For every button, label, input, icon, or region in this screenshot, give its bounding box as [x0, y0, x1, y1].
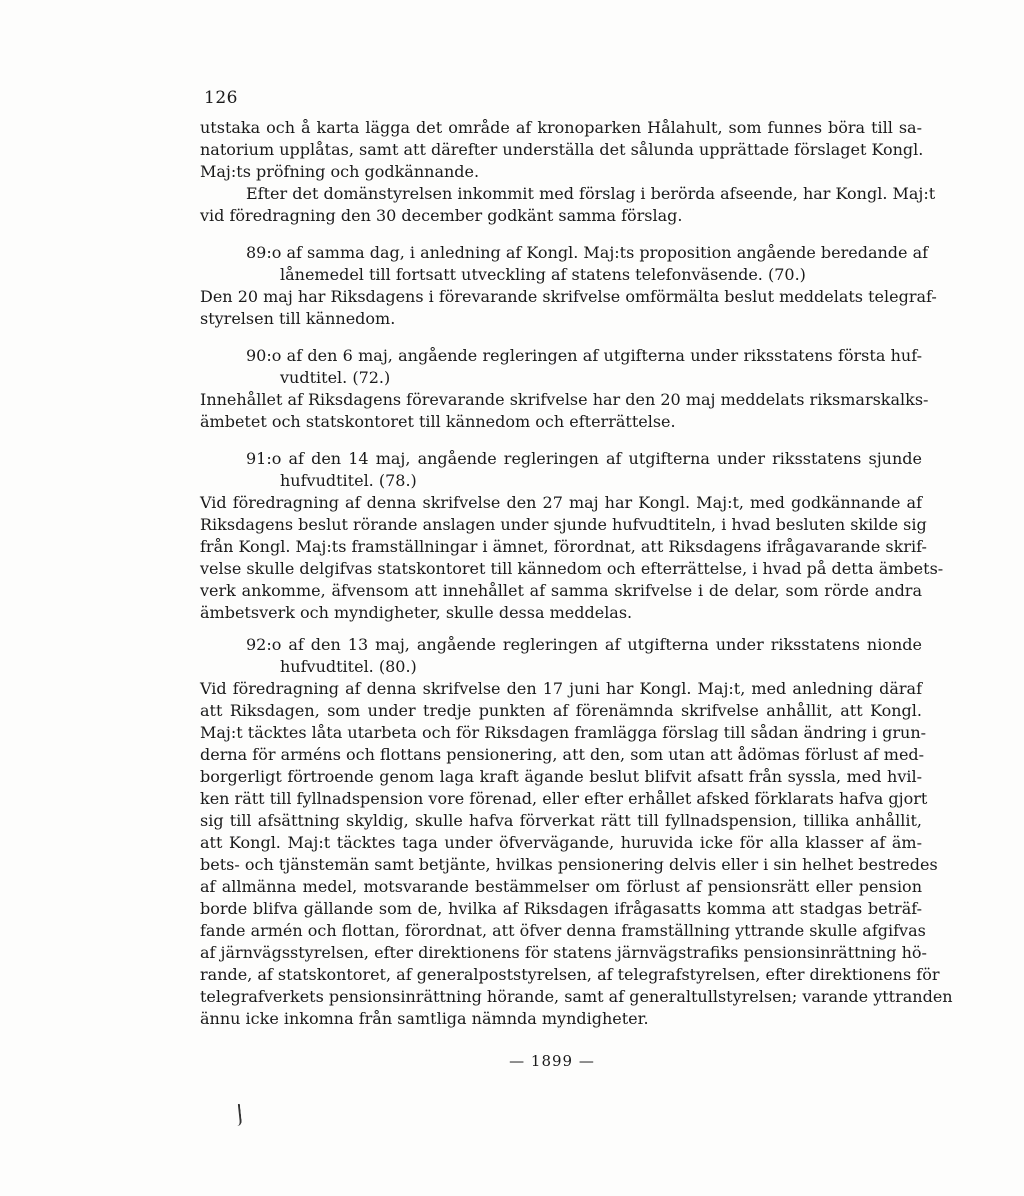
- text-line: af allmänna medel, motsvarande bestämmelser om förlust af pensionsrätt eller pension: [200, 877, 922, 896]
- text-line: att Kongl. Maj:t täcktes taga under öfvervägande, huruvida icke för alla klasser af äm-: [200, 833, 922, 852]
- ink-mark: [235, 1104, 242, 1126]
- text-line: Riksdagens beslut rörande anslagen under sjunde hufvudtiteln, i hvad besluten skilde sig: [200, 515, 927, 534]
- list-item-90: [200, 345, 922, 389]
- text-line: från Kongl. Maj:ts framställningar i ämnet, förordnat, att Riksdagens ifrågavarande skrif-: [200, 537, 927, 556]
- text-line: hufvudtitel. (80.): [280, 657, 417, 676]
- page-number: 126: [204, 88, 238, 108]
- text-line: ämbetet och statskontoret till kännedom och efterrättelse.: [200, 412, 676, 431]
- text-line: att Riksdagen, som under tredje punkten af förenämnda skrifvelse anhållit, att Kongl.: [200, 701, 922, 720]
- text-line: Efter det domänstyrelsen inkommit med förslag i berörda afseende, har Kongl. Maj:t: [246, 184, 936, 203]
- text-line: 89:o af samma dag, i anledning af Kongl. Maj:ts proposition angående beredande af: [246, 243, 929, 262]
- text-line: Maj:t täcktes låta utarbeta och för Riksdagen framlägga förslag till sådan ändring i grun-: [200, 723, 927, 742]
- list-item-91: [200, 448, 922, 492]
- text-line: borde blifva gällande som de, hvilka af Riksdagen ifrågasatts komma att stadgas beträf-: [200, 899, 922, 918]
- text-line: ämbetsverk och myndigheter, skulle dessa meddelas.: [200, 603, 633, 622]
- paragraph: [200, 286, 937, 330]
- text-line: 91:o af den 14 maj, angående regleringen af utgifterna under riksstatens sjunde: [246, 449, 922, 468]
- text-line: ken rätt till fyllnadspension vore förenad, eller efter erhållet afsked förklarats hafva gjort: [200, 789, 928, 808]
- text-line: verk ankomme, äfvensom att innehållet af samma skrifvelse i de delar, som rörde andra: [200, 581, 922, 600]
- text-line: Innehållet af Riksdagens förevarande skrifvelse har den 20 maj meddelats riksmarskalks-: [200, 390, 929, 409]
- text-line: Den 20 maj har Riksdagens i förevarande skrifvelse omförmälta beslut meddelats telegraf-: [200, 287, 937, 306]
- text-line: ännu icke inkomna från samtliga nämnda myndigheter.: [200, 1009, 649, 1028]
- text-line: af järnvägsstyrelsen, efter direktionens för statens järnvägstrafiks pensionsinrättning hö-: [200, 943, 927, 962]
- text-line: derna för arméns och flottans pensionering, att den, som utan att ådömas förlust af med-: [200, 745, 925, 764]
- paragraph: [200, 117, 922, 183]
- text-line: vid föredragning den 30 december godkänt samma förslag.: [200, 206, 683, 225]
- paragraph: [200, 389, 929, 433]
- text-line: sig till afsättning skyldig, skulle hafva förverkat rätt till fyllnadspension, tillika anhållit,: [200, 811, 922, 830]
- text-line: hufvudtitel. (78.): [280, 471, 417, 490]
- paragraph: [200, 492, 944, 624]
- text-line: Vid föredragning af denna skrifvelse den 27 maj har Kongl. Maj:t, med godkännande af: [200, 493, 922, 512]
- list-item-92: [200, 634, 922, 678]
- body-text: [200, 117, 953, 1030]
- text-line: Maj:ts pröfning och godkännande.: [200, 162, 480, 181]
- paragraph: [200, 678, 953, 1030]
- text-line: Vid föredragning af denna skrifvelse den 17 juni har Kongl. Maj:t, med anledning däraf: [200, 679, 922, 698]
- paragraph: [200, 183, 936, 227]
- text-line: lånemedel till fortsatt utveckling af statens telefonväsende. (70.): [280, 265, 806, 284]
- text-line: bets- och tjänstemän samt betjänte, hvilkas pensionering delvis eller i sin helhet bestredes: [200, 855, 938, 874]
- text-line: telegrafverkets pensionsinrättning hörande, samt af generaltullstyrelsen; varande yttranden: [200, 987, 953, 1006]
- text-line: natorium upplåtas, samt att därefter underställa det sålunda upprättade förslaget Kongl.: [200, 140, 924, 159]
- list-item-89: [200, 242, 929, 286]
- text-line: fande armén och flottan, förordnat, att öfver denna framställning yttrande skulle afgifvas: [200, 921, 926, 940]
- text-line: utstaka och å karta lägga det område af kronoparken Hålahult, som funnes böra till sa-: [200, 118, 922, 137]
- text-line: rande, af statskontoret, af generalpoststyrelsen, af telegrafstyrelsen, efter direktionens för: [200, 965, 940, 984]
- footer-year: — 1899 —: [509, 1052, 595, 1070]
- text-line: 90:o af den 6 maj, angående regleringen af utgifterna under riksstatens första huf-: [246, 346, 922, 365]
- text-line: 92:o af den 13 maj, angående regleringen af utgifterna under riksstatens nionde: [246, 635, 922, 654]
- text-line: vudtitel. (72.): [280, 368, 391, 387]
- text-line: borgerligt förtroende genom laga kraft ägande beslut blifvit afsatt från syssla, med hvil-: [200, 767, 922, 786]
- text-line: velse skulle delgifvas statskontoret till kännedom och efterrättelse, i hvad på detta ämbets-: [200, 559, 944, 578]
- text-line: styrelsen till kännedom.: [200, 309, 396, 328]
